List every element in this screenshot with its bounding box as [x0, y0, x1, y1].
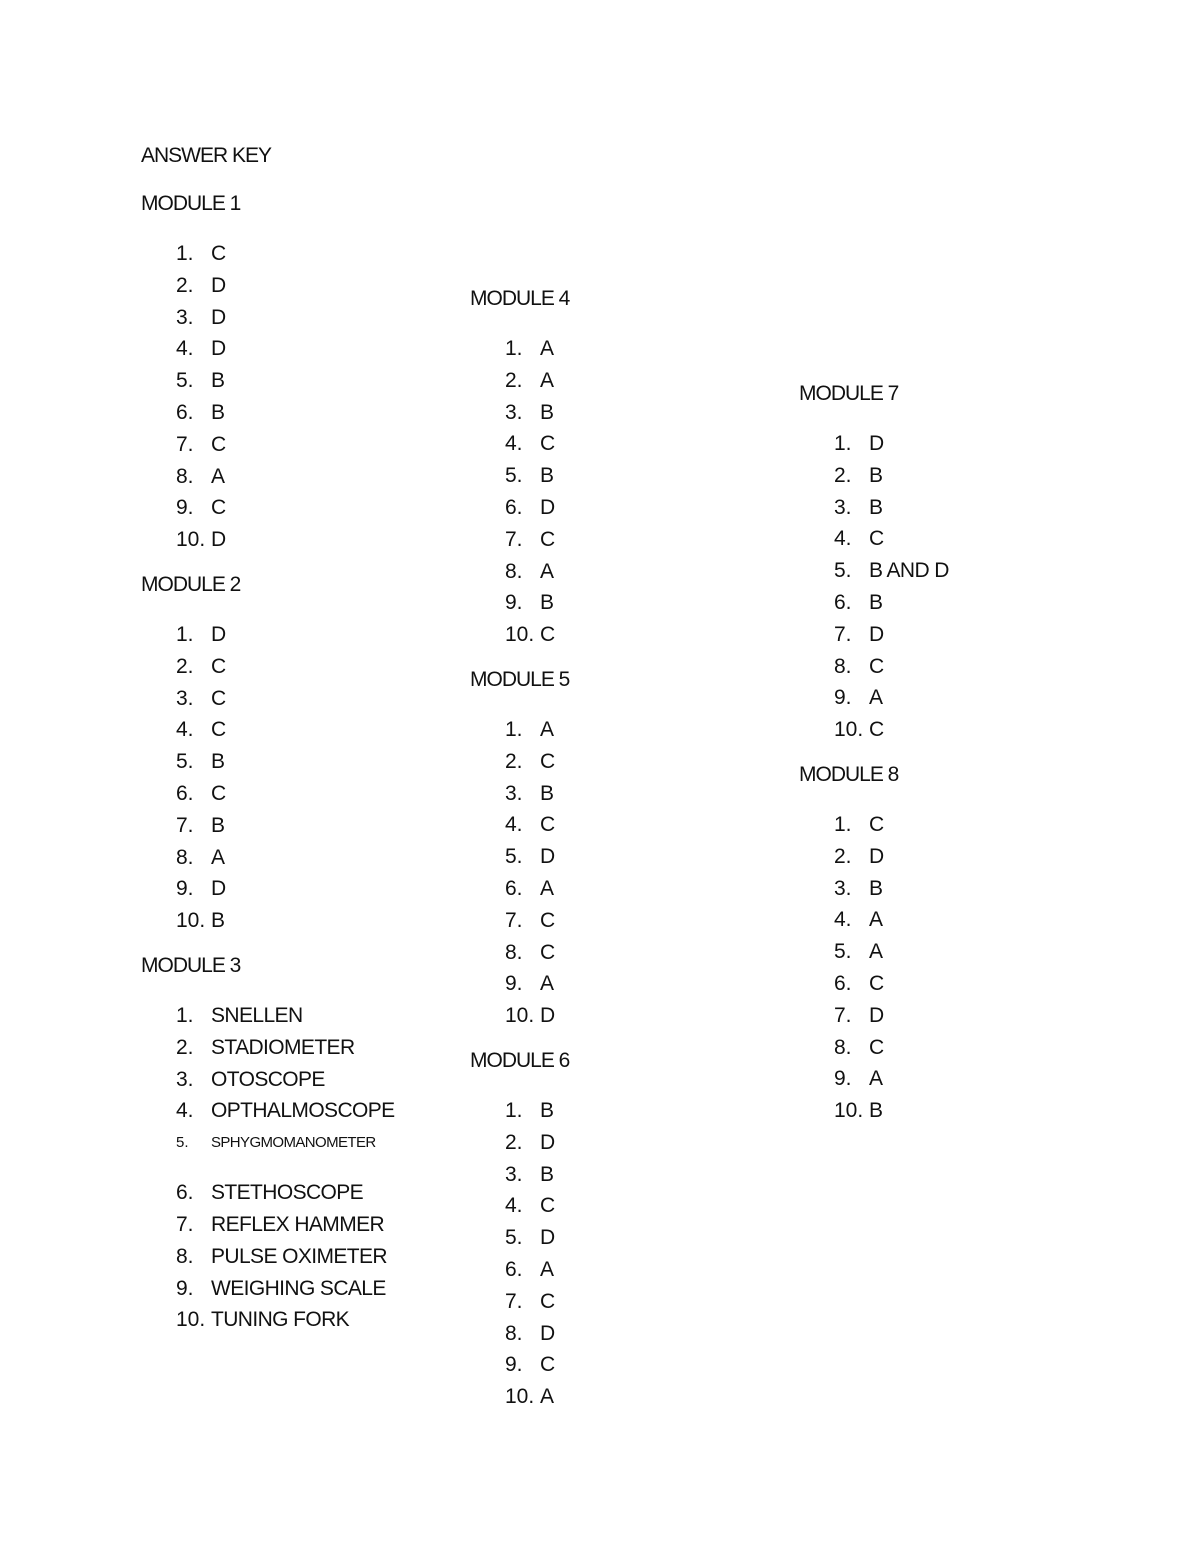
answer-item — [141, 619, 441, 651]
answer-item — [799, 809, 1099, 841]
answer-value: D — [540, 1004, 555, 1028]
answer-value: B — [540, 1099, 554, 1122]
answer-value: A — [869, 940, 883, 964]
answer-number: 9. — [834, 1067, 852, 1091]
answer-item — [470, 1095, 770, 1127]
answer-number: 10. — [505, 1385, 535, 1409]
answer-item — [141, 429, 441, 461]
answer-value: SNELLEN — [211, 1004, 303, 1027]
answer-item — [470, 397, 770, 429]
answer-value: D — [211, 877, 226, 901]
answer-number: 6. — [176, 400, 194, 424]
answer-value: D — [540, 845, 555, 869]
answer-item — [799, 936, 1099, 968]
answer-item — [470, 968, 770, 1000]
module-6 — [470, 1048, 770, 1413]
answer-number: 1. — [505, 1099, 523, 1122]
module-heading: MODULE 3 — [141, 954, 241, 977]
answer-number: 8. — [505, 1321, 523, 1345]
answer-item — [470, 1159, 770, 1191]
answer-item — [141, 1177, 441, 1209]
answer-item — [470, 905, 770, 937]
answer-value: D — [211, 528, 226, 552]
answer-number: 1. — [505, 337, 523, 360]
answer-item — [799, 460, 1099, 492]
answer-item — [470, 619, 770, 651]
answer-number: 4. — [505, 813, 523, 837]
answer-value: D — [869, 432, 884, 455]
answer-value: C — [869, 527, 884, 551]
answer-number: 7. — [176, 432, 194, 456]
module-heading: MODULE 1 — [141, 192, 241, 215]
answer-item — [470, 1254, 770, 1286]
answer-value: C — [540, 527, 555, 551]
answer-value: SPHYGMOMANOMETER — [211, 1134, 376, 1152]
answer-number: 3. — [505, 1162, 523, 1186]
answer-item — [470, 1127, 770, 1159]
answer-value: D — [540, 1226, 555, 1250]
answer-item — [799, 873, 1099, 905]
answer-item — [141, 905, 441, 937]
answer-item — [141, 333, 441, 365]
answer-number: 8. — [176, 1244, 194, 1268]
answer-value: C — [211, 242, 226, 265]
answer-item — [470, 1381, 770, 1413]
answer-value: B — [540, 464, 554, 488]
answer-item — [470, 524, 770, 556]
answer-list — [799, 428, 1099, 746]
module-4 — [470, 286, 770, 651]
answer-item — [799, 555, 1099, 587]
answer-number: 8. — [176, 464, 194, 488]
answer-number: 5. — [505, 464, 523, 488]
answer-item — [799, 1095, 1099, 1127]
answer-number: 6. — [834, 590, 852, 614]
answer-value: C — [540, 1289, 555, 1313]
answer-number: 5. — [176, 1134, 189, 1152]
answer-item — [141, 492, 441, 524]
answer-number: 4. — [834, 908, 852, 932]
answer-number: 3. — [834, 876, 852, 900]
module-heading: MODULE 6 — [470, 1049, 570, 1072]
answer-item — [799, 587, 1099, 619]
answer-value: C — [211, 654, 226, 678]
answer-number: 6. — [176, 781, 194, 805]
answer-item — [470, 809, 770, 841]
answer-number: 5. — [176, 369, 194, 393]
answer-number: 2. — [834, 844, 852, 868]
answer-number: 6. — [176, 1181, 194, 1205]
answer-list — [141, 1000, 441, 1336]
answer-number: 5. — [834, 559, 852, 583]
answer-value: C — [540, 1353, 555, 1377]
answer-item — [141, 397, 441, 429]
answer-value: C — [211, 781, 226, 805]
answer-number: 10. — [834, 1099, 864, 1123]
answer-item — [141, 1095, 441, 1127]
answer-value: B — [869, 495, 883, 519]
answer-number: 9. — [834, 686, 852, 710]
answer-value: A — [869, 908, 883, 932]
answer-number: 2. — [834, 463, 852, 487]
answer-value: D — [869, 622, 884, 646]
answer-value: C — [211, 686, 226, 710]
answer-value: C — [540, 1194, 555, 1218]
answer-value: D — [869, 844, 884, 868]
answer-number: 4. — [176, 718, 194, 742]
answer-number: 8. — [505, 940, 523, 964]
answer-item — [470, 1349, 770, 1381]
answer-number: 2. — [505, 749, 523, 773]
answer-item — [799, 904, 1099, 936]
answer-item — [470, 333, 770, 365]
answer-list — [470, 714, 770, 1032]
answer-item — [799, 523, 1099, 555]
answer-item — [470, 460, 770, 492]
answer-number: 5. — [505, 845, 523, 869]
answer-item — [141, 302, 441, 334]
module-7 — [799, 381, 1099, 746]
answer-value: C — [540, 813, 555, 837]
answer-value: C — [540, 623, 555, 647]
answer-item — [470, 937, 770, 969]
answer-value: A — [211, 464, 225, 488]
answer-list — [799, 809, 1099, 1127]
answer-item — [470, 1222, 770, 1254]
answer-item — [470, 1190, 770, 1222]
answer-value: TUNING FORK — [211, 1308, 350, 1332]
answer-value: A — [869, 686, 883, 710]
answer-item — [141, 1032, 441, 1064]
answer-value: A — [540, 1257, 554, 1281]
module-heading: MODULE 8 — [799, 763, 899, 786]
answer-item — [470, 778, 770, 810]
answer-item — [141, 524, 441, 556]
answer-item — [470, 1286, 770, 1318]
answer-value: D — [211, 623, 226, 646]
answer-item — [799, 651, 1099, 683]
answer-number: 3. — [176, 1067, 194, 1091]
answer-value: B — [869, 590, 883, 614]
answer-number: 1. — [176, 623, 194, 646]
answer-value: B — [869, 463, 883, 487]
answer-number: 3. — [505, 400, 523, 424]
answer-number: 4. — [505, 1194, 523, 1218]
answer-list — [470, 333, 770, 651]
answer-item — [470, 873, 770, 905]
answer-number: 4. — [176, 337, 194, 361]
answer-number: 1. — [176, 1004, 194, 1027]
answer-number: 10. — [176, 909, 206, 933]
answer-item — [141, 683, 441, 715]
answer-value: D — [540, 1321, 555, 1345]
answer-item — [799, 428, 1099, 460]
answer-value: C — [540, 432, 555, 456]
answer-number: 7. — [834, 622, 852, 646]
answer-value: B — [211, 400, 225, 424]
answer-list — [470, 1095, 770, 1413]
answer-value: A — [540, 718, 554, 741]
answer-value: C — [211, 496, 226, 520]
answer-item — [141, 714, 441, 746]
answer-number: 2. — [505, 368, 523, 392]
answer-value: STADIOMETER — [211, 1035, 355, 1059]
answer-value: C — [211, 432, 226, 456]
answer-number: 10. — [176, 528, 206, 552]
answer-value: D — [211, 337, 226, 361]
answer-number: 3. — [176, 686, 194, 710]
answer-value: D — [869, 1003, 884, 1027]
answer-value: A — [869, 1067, 883, 1091]
answer-item — [470, 428, 770, 460]
answer-item — [141, 746, 441, 778]
answer-item — [141, 1241, 441, 1273]
answer-item — [470, 492, 770, 524]
answer-number: 7. — [505, 527, 523, 551]
answer-item — [470, 746, 770, 778]
answer-value: C — [869, 971, 884, 995]
answer-number: 8. — [505, 559, 523, 583]
answer-item — [799, 1032, 1099, 1064]
answer-value: C — [211, 718, 226, 742]
module-heading: MODULE 2 — [141, 573, 241, 596]
answer-number: 1. — [176, 242, 194, 265]
answer-number: 3. — [834, 495, 852, 519]
module-3 — [141, 953, 441, 1336]
answer-value: C — [869, 1035, 884, 1059]
answer-number: 2. — [505, 1130, 523, 1154]
answer-item — [141, 1064, 441, 1096]
answer-number: 1. — [834, 432, 852, 455]
answer-number: 5. — [176, 750, 194, 774]
answer-number: 6. — [505, 495, 523, 519]
answer-value: B — [540, 781, 554, 805]
answer-number: 8. — [834, 1035, 852, 1059]
module-heading: MODULE 5 — [470, 668, 570, 691]
answer-number: 4. — [176, 1099, 194, 1123]
answer-item — [470, 587, 770, 619]
answer-number: 7. — [834, 1003, 852, 1027]
answer-item — [141, 365, 441, 397]
answer-value: B — [540, 591, 554, 615]
answer-item — [799, 1063, 1099, 1095]
answer-item — [799, 492, 1099, 524]
answer-item — [470, 1000, 770, 1032]
answer-list — [141, 619, 441, 937]
answer-value: D — [211, 305, 226, 329]
answer-item — [470, 556, 770, 588]
answer-number: 2. — [176, 1035, 194, 1059]
answer-value: WEIGHING SCALE — [211, 1276, 386, 1300]
answer-number: 5. — [834, 940, 852, 964]
answer-item — [799, 1000, 1099, 1032]
answer-number: 6. — [505, 876, 523, 900]
answer-item — [141, 778, 441, 810]
answer-number: 4. — [505, 432, 523, 456]
answer-number: 8. — [834, 654, 852, 678]
answer-item — [799, 714, 1099, 746]
answer-value: A — [540, 876, 554, 900]
answer-value: D — [540, 495, 555, 519]
answer-value: B — [211, 369, 225, 393]
answer-item — [141, 461, 441, 493]
answer-value: B — [211, 909, 225, 933]
answer-value: A — [540, 337, 554, 360]
answer-number: 4. — [834, 527, 852, 551]
answer-list — [141, 238, 441, 556]
answer-item — [141, 1209, 441, 1241]
answer-item — [470, 714, 770, 746]
answer-value: A — [540, 368, 554, 392]
answer-number: 7. — [176, 813, 194, 837]
answer-item — [141, 1127, 441, 1177]
answer-item — [470, 841, 770, 873]
answer-value: C — [540, 908, 555, 932]
answer-number: 6. — [834, 971, 852, 995]
answer-value: D — [540, 1130, 555, 1154]
answer-value: B — [540, 1162, 554, 1186]
answer-item — [141, 842, 441, 874]
answer-number: 3. — [505, 781, 523, 805]
module-2 — [141, 572, 441, 937]
module-heading: MODULE 4 — [470, 287, 570, 310]
answer-item — [141, 1304, 441, 1336]
module-1 — [141, 191, 441, 556]
answer-value: C — [540, 940, 555, 964]
answer-number: 10. — [176, 1308, 206, 1332]
answer-value: C — [540, 749, 555, 773]
answer-item — [141, 1273, 441, 1305]
answer-number: 9. — [176, 877, 194, 901]
answer-number: 9. — [505, 972, 523, 996]
answer-item — [141, 270, 441, 302]
answer-number: 10. — [505, 623, 535, 647]
answer-number: 9. — [176, 496, 194, 520]
answer-item — [799, 619, 1099, 651]
answer-value: REFLEX HAMMER — [211, 1212, 385, 1236]
answer-value: B — [869, 1099, 883, 1123]
answer-number: 10. — [834, 718, 864, 742]
answer-value: B — [211, 813, 225, 837]
answer-value: A — [540, 1385, 554, 1409]
module-8 — [799, 762, 1099, 1127]
answer-value: C — [869, 813, 884, 836]
answer-value: C — [869, 718, 884, 742]
answer-item — [141, 873, 441, 905]
answer-value: OTOSCOPE — [211, 1067, 325, 1091]
answer-value: PULSE OXIMETER — [211, 1244, 387, 1268]
answer-number: 2. — [176, 654, 194, 678]
answer-value: STETHOSCOPE — [211, 1181, 364, 1205]
answer-number: 10. — [505, 1004, 535, 1028]
answer-number: 1. — [505, 718, 523, 741]
answer-value: A — [540, 972, 554, 996]
answer-number: 9. — [176, 1276, 194, 1300]
answer-item — [470, 365, 770, 397]
answer-value: B AND D — [869, 559, 949, 583]
answer-number: 8. — [176, 845, 194, 869]
answer-value: A — [540, 559, 554, 583]
module-5 — [470, 667, 770, 1032]
answer-item — [141, 1000, 441, 1032]
answer-number: 3. — [176, 305, 194, 329]
answer-item — [799, 682, 1099, 714]
answer-number: 7. — [176, 1212, 194, 1236]
answer-number: 6. — [505, 1257, 523, 1281]
answer-item — [470, 1318, 770, 1350]
answer-number: 2. — [176, 273, 194, 297]
answer-number: 7. — [505, 1289, 523, 1313]
answer-value: OPTHALMOSCOPE — [211, 1099, 395, 1123]
answer-item — [141, 238, 441, 270]
answer-number: 1. — [834, 813, 852, 836]
answer-value: C — [869, 654, 884, 678]
answer-value: B — [540, 400, 554, 424]
answer-number: 5. — [505, 1226, 523, 1250]
answer-item — [141, 810, 441, 842]
answer-number: 9. — [505, 1353, 523, 1377]
answer-value: D — [211, 273, 226, 297]
module-heading: MODULE 7 — [799, 382, 899, 405]
answer-item — [799, 841, 1099, 873]
answer-value: A — [211, 845, 225, 869]
answer-number: 7. — [505, 908, 523, 932]
answer-value: B — [211, 750, 225, 774]
answer-item — [799, 968, 1099, 1000]
answer-value: B — [869, 876, 883, 900]
answer-number: 9. — [505, 591, 523, 615]
page-title: ANSWER KEY — [141, 144, 272, 167]
answer-item — [141, 651, 441, 683]
